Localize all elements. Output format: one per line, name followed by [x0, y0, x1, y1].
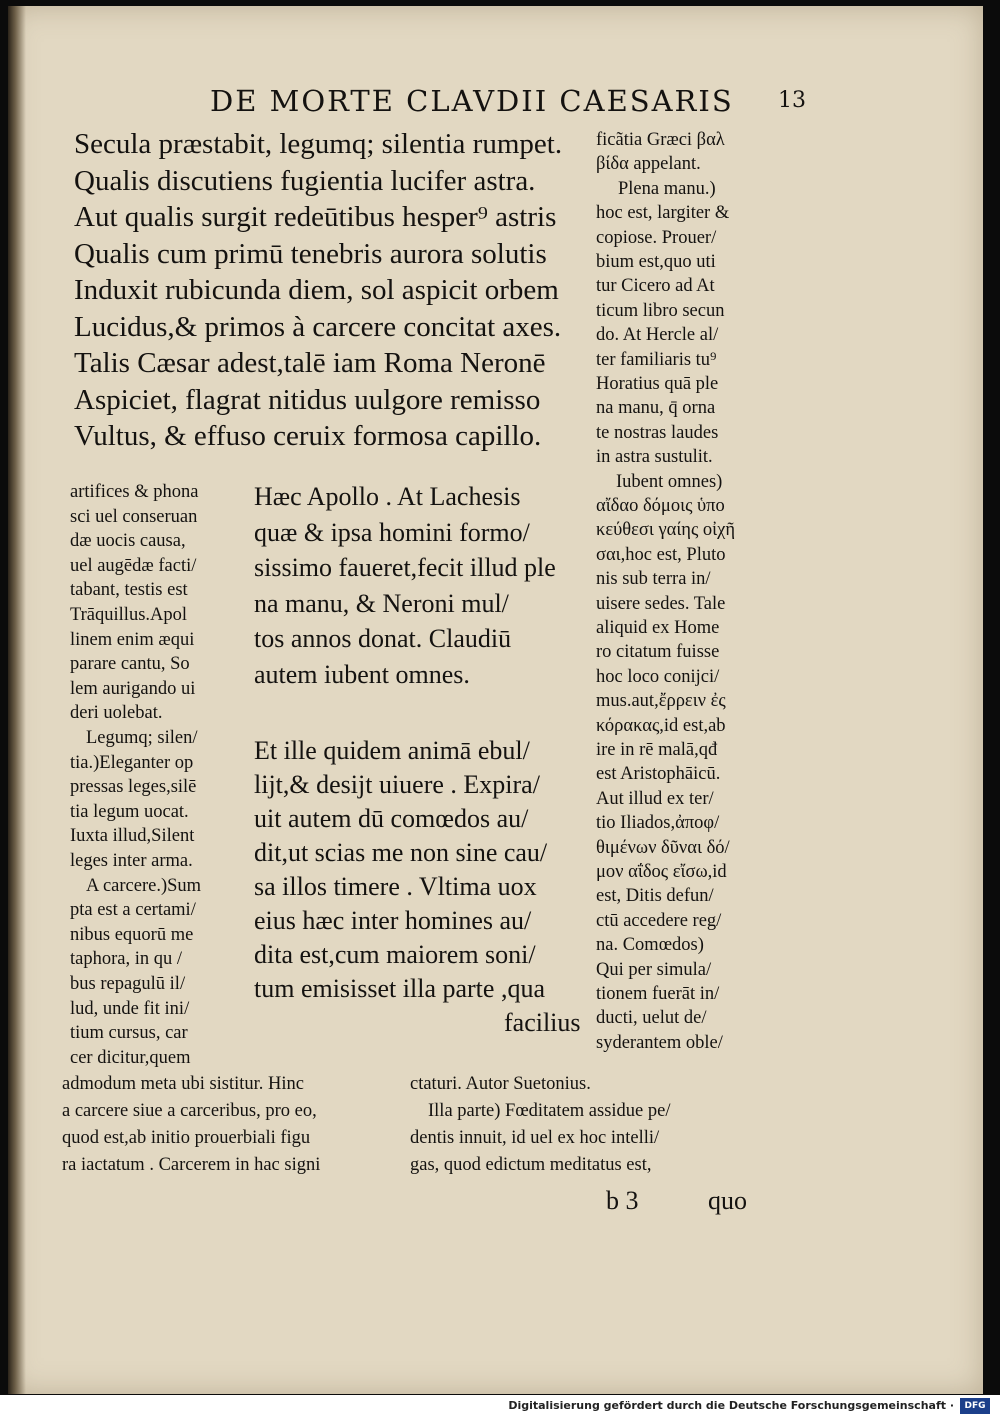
gloss-line: do. At Hercle al/ [596, 325, 719, 346]
gloss-line: tium cursus, car [70, 1023, 188, 1044]
verse-line: Qualis discutiens fugientia lucifer astra. [74, 164, 536, 197]
text-line: sissimo faueret,fecit illud ple [254, 553, 556, 582]
gloss-line: na manu, q̄ orna [596, 398, 716, 419]
gloss-line: tionem fuerāt in/ [596, 984, 720, 1004]
gloss-line: Iubent omnes) [616, 471, 723, 492]
signature-mark: b 3 [606, 1186, 639, 1215]
gloss-line: mus.aut,ἔρρειν ἐς [596, 691, 726, 712]
gloss-line: Legumq; silen/ [86, 728, 198, 748]
gloss-line: Plena manu.) [618, 178, 716, 199]
gloss-line: cer dicitur,quem [70, 1047, 191, 1068]
text-line: sa illos timere . Vltima uox [254, 872, 537, 901]
gloss-line: Horatius quā ple [596, 374, 719, 394]
gloss-line: tabant, testis est [70, 580, 188, 601]
gloss-line: tia.)Eleganter op [70, 752, 194, 773]
text-line: quæ & ipsa homini formo/ [254, 517, 530, 547]
gloss-line: sci uel conseruan [70, 506, 198, 527]
gloss-line: bus repagulū il/ [70, 974, 186, 994]
gloss-line: Aut illud ex ter/ [596, 788, 714, 809]
gloss-line: uel augēdæ facti/ [70, 555, 197, 576]
text-line: Illa parte) Fœditatem assidue pe/ [428, 1101, 671, 1121]
gloss-line: linem enim æqui [70, 629, 195, 650]
text-line: tum emisisset illa parte ,qua [254, 974, 545, 1003]
gloss-line: artifices & phona [70, 482, 199, 502]
gloss-line: θιμένων δῦναι δό/ [596, 837, 730, 858]
gloss-line: est Aristophāicū. [596, 764, 721, 785]
gloss-line: leges inter arma. [70, 851, 193, 871]
verse-line: Talis Cæsar adest,talē iam Roma Neronē [74, 347, 546, 379]
gloss-line: taphora, in qu / [70, 949, 183, 970]
verse-line: Aspiciet, flagrat nitidus uulgore remisso [74, 383, 541, 416]
gloss-line: in astra sustulit. [596, 447, 713, 468]
gloss-line: hoc loco conijci/ [596, 666, 720, 687]
text-line: Hæc Apollo . At Lachesis [254, 482, 521, 511]
catchword: quo [708, 1186, 747, 1215]
text-line: ctaturi. Autor Suetonius. [410, 1074, 591, 1094]
gloss-line: est, Ditis defun/ [596, 886, 714, 907]
gloss-line: Trāquillus.Apol [70, 605, 188, 625]
text-line: ra iactatum . Carcerem in hac signi [62, 1155, 321, 1175]
text-line: gas, quod edictum meditatus est, [410, 1155, 652, 1175]
text-line: dentis innuit, id uel ex hoc intelli/ [410, 1128, 660, 1148]
gloss-line: σαι,hoc est, Pluto [596, 544, 726, 565]
gloss-line: lem aurigando ui [70, 678, 196, 699]
gloss-line: ducti, uelut de/ [596, 1008, 707, 1029]
text-line: quod est,ab initio prouerbiali figu [62, 1128, 311, 1148]
gloss-line: A carcere.)Sum [86, 875, 202, 896]
gloss-line: te nostras laudes [596, 422, 719, 443]
gloss-line: pressas leges,silē [70, 777, 197, 798]
dfg-logo: DFG [960, 1398, 990, 1414]
text-line: eius hæc inter homines au/ [254, 906, 532, 935]
gloss-line: syderantem oble/ [596, 1032, 723, 1053]
gloss-line: μον αΐδος εἴσω,id [596, 862, 727, 882]
folio-number: 13 [778, 88, 806, 113]
text-line: dita est,cum maiorem soni/ [254, 940, 536, 969]
gloss-line: aliquid ex Home [596, 618, 720, 638]
page-edge-shadow [8, 6, 26, 1394]
verse-line: Lucidus,& primos à carcere concitat axes. [74, 310, 562, 343]
verse-line: Induxit rubicunda diem, sol aspicit orbem [74, 274, 559, 306]
text-line: na manu, & Neroni mul/ [254, 588, 509, 618]
gloss-line: ire in rē malā,qđ [596, 740, 718, 760]
gloss-line: pta est a certami/ [70, 900, 196, 921]
gloss-line: tio Iliados,ἀποφ/ [596, 813, 720, 834]
text-line: autem iubent omnes. [254, 659, 470, 689]
gloss-line: deri uolebat. [70, 703, 163, 724]
gloss-line: bium est,quo uti [596, 252, 716, 272]
footer-credit: Digitalisierung gefördert durch die Deutsche Forschungsgemeinschaft · [508, 1399, 954, 1412]
verse-line: Secula præstabit, legumq; silentia rumpet. [74, 128, 563, 160]
gloss-line: Qui per simula/ [596, 959, 712, 980]
gloss-line: κόρακας,id est,ab [596, 715, 726, 736]
text-line: dit,ut scias me non sine cau/ [254, 838, 548, 867]
gloss-line: ter familiaris tu⁹ [596, 349, 717, 370]
gloss-line: tia legum uocat. [70, 801, 189, 822]
text-line: lijt,& desijt uiuere . Expira/ [254, 770, 540, 799]
text-line: a carcere siue a carceribus, pro eo, [62, 1101, 317, 1121]
gloss-line: κεύθεσι γαίης οἰχῆ [596, 520, 736, 541]
gloss-line: ticum libro secun [596, 300, 725, 321]
text-line: uit autem dū comœdos au/ [254, 804, 529, 833]
gloss-line: nibus equorū me [70, 924, 194, 945]
gloss-line: lud, unde fit ini/ [70, 998, 190, 1019]
footer-bar [0, 1395, 1000, 1420]
gloss-line: tur Cicero ad At [596, 276, 715, 297]
text-line: facilius [504, 1008, 581, 1037]
gloss-line: na. Comœdos) [596, 935, 704, 956]
gloss-line: parare cantu, So [70, 654, 190, 675]
gloss-line: ficãtia Græci βαλ [596, 130, 725, 150]
gloss-line: αἴδαο δόμοις ὑπο [596, 496, 725, 516]
gloss-line: hoc est, largiter & [596, 203, 730, 224]
gloss-line: ctū accedere reg/ [596, 910, 722, 931]
gloss-line: ro citatum fuisse [596, 642, 720, 663]
gloss-line: dæ uocis causa, [70, 531, 186, 552]
text-line: admodum meta ubi sistitur. Hinc [62, 1074, 305, 1094]
gloss-line: nis sub terra in/ [596, 569, 711, 590]
gloss-line: copiose. Prouer/ [596, 227, 717, 248]
text-line: tos annos donat. Claudiū [254, 624, 512, 653]
verse-line: Qualis cum primū tenebris aurora solutis [74, 237, 547, 270]
gloss-line: βίδα appelant. [596, 154, 701, 175]
text-line: Et ille quidem animā ebul/ [254, 736, 530, 765]
gloss-line: Iuxta illud,Silent [70, 826, 195, 847]
running-head: DE MORTE CLAVDII CAESARIS [210, 84, 734, 118]
verse-line: Vultus, & effuso ceruix formosa capillo. [74, 420, 542, 452]
verse-line: Aut qualis surgit redeūtibus hesper⁹ astris [74, 201, 557, 233]
gloss-line: uisere sedes. Tale [596, 593, 726, 614]
